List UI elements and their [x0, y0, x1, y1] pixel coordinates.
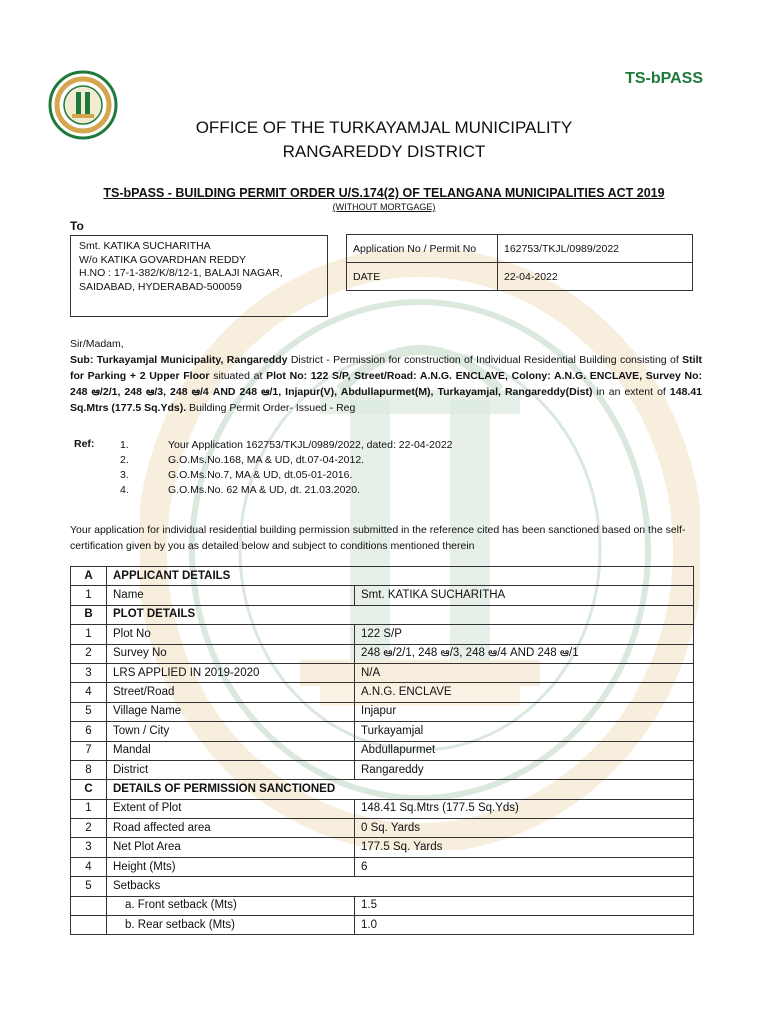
permit-row	[347, 235, 693, 263]
office-line-1: OFFICE OF THE TURKAYAMJAL MUNICIPALITY	[195, 118, 573, 137]
table-row	[71, 722, 694, 741]
row-label: District	[107, 760, 355, 779]
sub-text-3: in an extent of	[596, 386, 666, 398]
row-label: LRS APPLIED IN 2019-2020	[107, 663, 355, 682]
section-code: B	[71, 605, 107, 624]
ref-num: 3.	[120, 469, 129, 481]
row-label: Height (Mts)	[107, 857, 355, 876]
row-num-empty	[71, 896, 107, 915]
row-label: a. Front setback (Mts)	[107, 896, 355, 915]
table-row	[71, 586, 694, 605]
row-value: N/A	[355, 663, 694, 682]
row-num: 8	[71, 760, 107, 779]
row-value: 1.0	[355, 916, 694, 935]
ref-num: 2.	[120, 454, 129, 466]
intro-paragraph: Your application for individual residential building permission submitted in the reference cited has been sanctioned based on the self-certification given by you as detailed below and subject to conditions mentioned therein	[70, 524, 686, 552]
address-line: SAIDABAD, HYDERABAD-500059	[79, 280, 242, 293]
row-label: b. Rear setback (Mts)	[107, 916, 355, 935]
row-num-empty	[71, 916, 107, 935]
sub-extent: 148.41 Sq.Mtrs (177.5 Sq.Yds).	[70, 386, 703, 414]
ref-num: 1.	[120, 439, 129, 451]
ts-bpass-brand: TS-bPASS	[625, 70, 703, 87]
row-num: 5	[71, 877, 107, 896]
row-value: Turkayamjal	[355, 722, 694, 741]
row-label: Mandal	[107, 741, 355, 760]
row-num: 7	[71, 741, 107, 760]
order-title: TS-bPASS - BUILDING PERMIT ORDER U/S.174(2) OF TELANGANA MUNICIPALITIES ACT 2019	[103, 186, 665, 200]
application-info-table	[346, 234, 693, 291]
section-row	[71, 605, 694, 624]
row-num: 3	[71, 663, 107, 682]
row-value: 0 Sq. Yards	[355, 819, 694, 838]
sub-location: Plot No: 122 S/P, Street/Road: A.N.G. ENCLAVE, Colony: A.N.G. ENCLAVE, Survey No: 248 ఆ/2/1, 248 ఆ/3, 248 ఆ/4 AND 248 ఆ/1, Injapur(V), Abdullapurmet(M), Turkayamjal, Rangareddy(Dist)	[70, 370, 702, 398]
table-row	[71, 877, 694, 896]
row-label: Setbacks	[107, 877, 694, 896]
section-title: APPLICANT DETAILS	[107, 567, 694, 586]
office-heading	[0, 116, 768, 164]
row-label: Road affected area	[107, 819, 355, 838]
sub-text-4: Building Permit Order- Issued - Reg	[189, 402, 356, 414]
address-line: W/o KATIKA GOVARDHAN REDDY	[79, 253, 247, 266]
table-row	[71, 819, 694, 838]
row-num: 4	[71, 683, 107, 702]
row-label: Name	[107, 586, 355, 605]
row-value: 148.41 Sq.Mtrs (177.5 Sq.Yds)	[355, 799, 694, 818]
row-value: 248 ఆ/2/1, 248 ఆ/3, 248 ఆ/4 AND 248 ఆ/1	[355, 644, 694, 663]
row-num: 5	[71, 702, 107, 721]
row-num: 1	[71, 586, 107, 605]
row-label: Extent of Plot	[107, 799, 355, 818]
row-label: Net Plot Area	[107, 838, 355, 857]
section-title: PLOT DETAILS	[107, 605, 694, 624]
sub-text-1: District - Permission for construction of Individual Residential Building consisting of	[290, 354, 679, 366]
section-row	[71, 780, 694, 799]
row-value: 6	[355, 857, 694, 876]
to-label: To	[70, 219, 84, 233]
row-value: A.N.G. ENCLAVE	[355, 683, 694, 702]
row-num: 6	[71, 722, 107, 741]
row-num: 1	[71, 625, 107, 644]
row-num: 1	[71, 799, 107, 818]
ref-text: G.O.Ms.No.168, MA & UD, dt.07-04-2012.	[168, 454, 365, 466]
subject-paragraph	[70, 352, 702, 416]
permit-label: Application No / Permit No	[347, 235, 498, 263]
section-title: DETAILS OF PERMISSION SANCTIONED	[107, 780, 694, 799]
reference-list	[120, 438, 453, 498]
row-value: Abdullapurmet	[355, 741, 694, 760]
permit-details-table	[70, 566, 694, 935]
sub-label: Sub:	[70, 354, 94, 366]
permit-value: 162753/TKJL/0989/2022	[498, 235, 693, 263]
sub-text-2: situated at	[213, 370, 263, 382]
row-value: Rangareddy	[355, 760, 694, 779]
table-row	[71, 663, 694, 682]
ref-label: Ref:	[74, 438, 95, 450]
date-row	[347, 263, 693, 291]
salutation: Sir/Madam,	[70, 338, 124, 350]
section-row	[71, 567, 694, 586]
row-label: Village Name	[107, 702, 355, 721]
row-num: 4	[71, 857, 107, 876]
table-row	[71, 625, 694, 644]
reference-item	[120, 453, 453, 468]
row-label: Town / City	[107, 722, 355, 741]
row-label: Street/Road	[107, 683, 355, 702]
office-line-2: RANGAREDDY DISTRICT	[282, 142, 486, 161]
section-code: A	[71, 567, 107, 586]
table-row	[71, 857, 694, 876]
row-label: Survey No	[107, 644, 355, 663]
order-subtitle: (WITHOUT MORTGAGE)	[332, 202, 436, 212]
ref-text: G.O.Ms.No. 62 MA & UD, dt. 21.03.2020.	[168, 484, 361, 496]
reference-item	[120, 468, 453, 483]
row-value: Smt. KATIKA SUCHARITHA	[355, 586, 694, 605]
table-row	[71, 741, 694, 760]
ref-text: Your Application 162753/TKJL/0989/2022, dated: 22-04-2022	[168, 439, 453, 451]
row-value: 177.5 Sq. Yards	[355, 838, 694, 857]
table-row	[71, 760, 694, 779]
table-row	[71, 702, 694, 721]
address-line: Smt. KATIKA SUCHARITHA	[79, 240, 211, 252]
table-row	[71, 644, 694, 663]
setback-row	[71, 896, 694, 915]
sub-district: Rangareddy	[226, 354, 288, 366]
row-value: Injapur	[355, 702, 694, 721]
row-value: 1.5	[355, 896, 694, 915]
section-code: C	[71, 780, 107, 799]
sub-floors: Stilt for Parking + 2 Upper Floor	[70, 354, 702, 382]
row-num: 2	[71, 644, 107, 663]
address-line: H.NO : 17-1-382/K/8/12-1, BALAJI NAGAR,	[79, 267, 283, 279]
row-num: 2	[71, 819, 107, 838]
date-label: DATE	[347, 263, 498, 291]
table-row	[71, 683, 694, 702]
recipient-address-box	[70, 235, 328, 317]
reference-item	[120, 438, 453, 453]
ref-text: G.O.Ms.No.7, MA & UD, dt.05-01-2016.	[168, 469, 353, 481]
setback-row	[71, 916, 694, 935]
sub-municipality: Turkayamjal Municipality,	[96, 354, 224, 366]
row-value: 122 S/P	[355, 625, 694, 644]
reference-item	[120, 483, 453, 498]
table-row	[71, 799, 694, 818]
row-num: 3	[71, 838, 107, 857]
ref-num: 4.	[120, 484, 129, 496]
row-label: Plot No	[107, 625, 355, 644]
date-value: 22-04-2022	[498, 263, 693, 291]
table-row	[71, 838, 694, 857]
